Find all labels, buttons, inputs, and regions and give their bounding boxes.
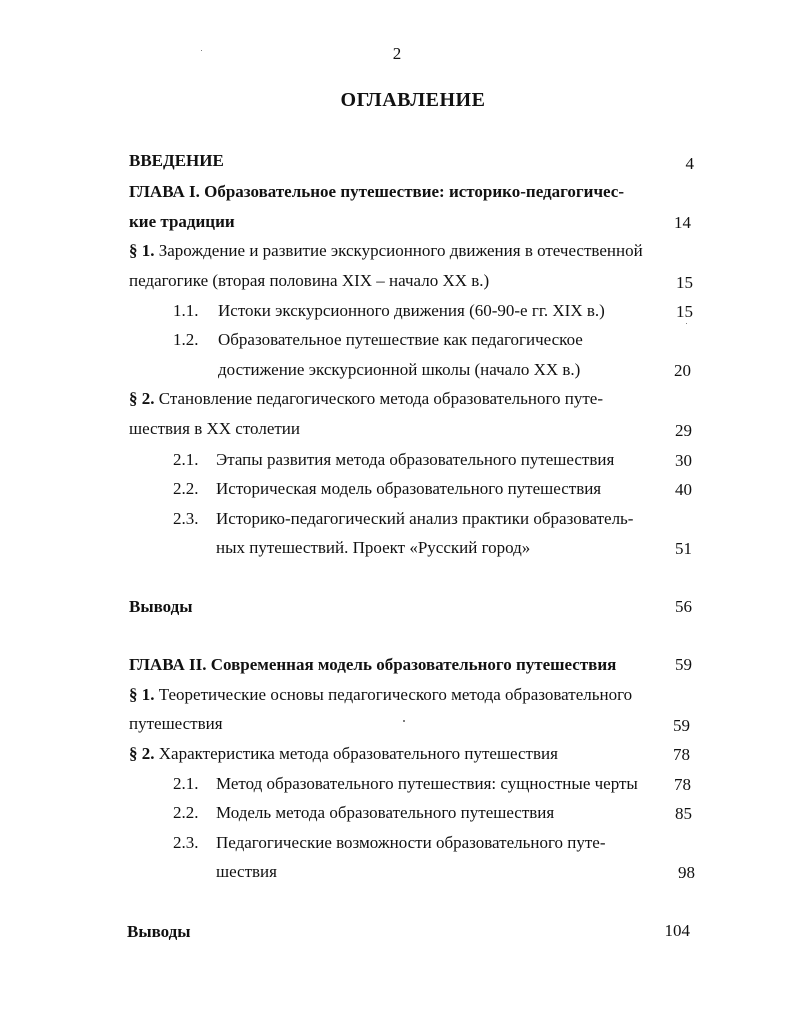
ch1-s1-sub2-line2: достижение экскурсионной школы (начало XX в.) xyxy=(218,360,581,379)
ch1-s1-page: 15 xyxy=(676,273,693,292)
scan-speck xyxy=(686,323,687,324)
ch2-s2-sub2-text: Модель метода образовательного путешествия xyxy=(216,803,555,822)
ch1-s2-sub1-page: 30 xyxy=(675,451,692,470)
ch2-s2-sub1-text: Метод образовательного путешествия: сущностные черты xyxy=(216,774,638,793)
scan-speck xyxy=(403,720,405,722)
ch1-s2-page: 29 xyxy=(675,421,692,440)
ch1-s2-sub2-text: Историческая модель образовательного путешествия xyxy=(216,479,602,498)
ch1-s2-text: Становление педагогического метода образовательного путе- xyxy=(154,389,603,408)
ch1-s2-sub2-num: 2.2. xyxy=(173,479,199,498)
ch2-s2-line1 xyxy=(129,744,558,764)
ch1-s1-sub1-num: 1.1. xyxy=(173,301,199,320)
ch1-s1-sub2-page: 20 xyxy=(674,361,691,380)
ch1-s2-sub2-page: 40 xyxy=(675,480,692,499)
ch1-s1-sub1-text: Истоки экскурсионного движения (60-90-е гг. XIX в.) xyxy=(218,301,605,320)
ch1-s2-line2: шествия в XX столетии xyxy=(129,419,300,438)
ch1-s1-sub2-line1: Образовательное путешествие как педагогическое xyxy=(218,330,583,349)
toc-title: ОГЛАВЛЕНИЕ xyxy=(340,89,486,111)
ch2-s2-page: 78 xyxy=(673,745,690,764)
ch2-s1-page: 59 xyxy=(673,716,690,735)
ch2-s2-sub3-page: 98 xyxy=(678,863,695,882)
ch1-s1-sub1-page: 15 xyxy=(676,302,693,321)
ch2-s2-sub1-num: 2.1. xyxy=(173,774,199,793)
ch2-s2-sub3-line2: шествия xyxy=(216,862,277,881)
ch1-s2-sub1-text: Этапы развития метода образовательного путешествия xyxy=(216,450,615,469)
ch1-s2-sub3-num: 2.3. xyxy=(173,509,199,528)
ch2-s2-sub3-line1: Педагогические возможности образовательного путе- xyxy=(216,833,606,852)
intro-label: ВВЕДЕНИЕ xyxy=(129,151,224,170)
ch2-s2-prefix: § 2. xyxy=(129,744,155,763)
intro-page: 4 xyxy=(685,154,694,173)
chapter2-conclusions-label: Выводы xyxy=(127,922,191,941)
ch2-s1-line1 xyxy=(129,685,632,705)
ch1-s1-text: Зарождение и развитие экскурсионного движения в отечественной xyxy=(154,241,643,260)
ch2-s1-text: Теоретические основы педагогического метода образовательного xyxy=(154,685,633,704)
ch1-s2-line1 xyxy=(129,389,603,409)
ch1-s2-sub3-page: 51 xyxy=(675,539,692,558)
ch2-s1-line2: путешествия xyxy=(129,714,223,733)
ch1-s2-sub3-line1: Историко-педагогический анализ практики образователь- xyxy=(216,509,634,528)
page-number: 2 xyxy=(392,44,402,63)
ch1-s1-line2: педагогике (вторая половина XIX – начало XX в.) xyxy=(129,271,490,290)
chapter2-conclusions-page: 104 xyxy=(664,921,690,940)
ch1-s2-sub1-num: 2.1. xyxy=(173,450,199,469)
ch2-s2-sub2-page: 85 xyxy=(675,804,692,823)
chapter2-title: ГЛАВА II. Современная модель образовательного путешествия xyxy=(129,655,617,674)
ch1-s2-sub3-line2: ных путешествий. Проект «Русский город» xyxy=(216,538,531,557)
ch2-s2-sub2-num: 2.2. xyxy=(173,803,199,822)
chapter1-title-line1: ГЛАВА I. Образовательное путешествие: историко-педагогичес- xyxy=(129,182,624,201)
chapter1-page: 14 xyxy=(674,213,691,232)
chapter2-page: 59 xyxy=(675,655,692,674)
ch1-s2-prefix: § 2. xyxy=(129,389,155,408)
chapter1-conclusions-label: Выводы xyxy=(129,597,193,616)
chapter1-conclusions-page: 56 xyxy=(675,597,692,616)
ch2-s2-sub3-num: 2.3. xyxy=(173,833,199,852)
chapter1-title-line2: кие традиции xyxy=(129,212,235,231)
ch2-s2-sub1-page: 78 xyxy=(674,775,691,794)
ch1-s1-sub2-num: 1.2. xyxy=(173,330,199,349)
ch1-s1-line1 xyxy=(129,241,643,261)
scan-speck xyxy=(201,50,202,51)
ch2-s1-prefix: § 1. xyxy=(129,685,155,704)
ch2-s2-text: Характеристика метода образовательного путешествия xyxy=(154,744,558,763)
ch1-s1-prefix: § 1. xyxy=(129,241,155,260)
